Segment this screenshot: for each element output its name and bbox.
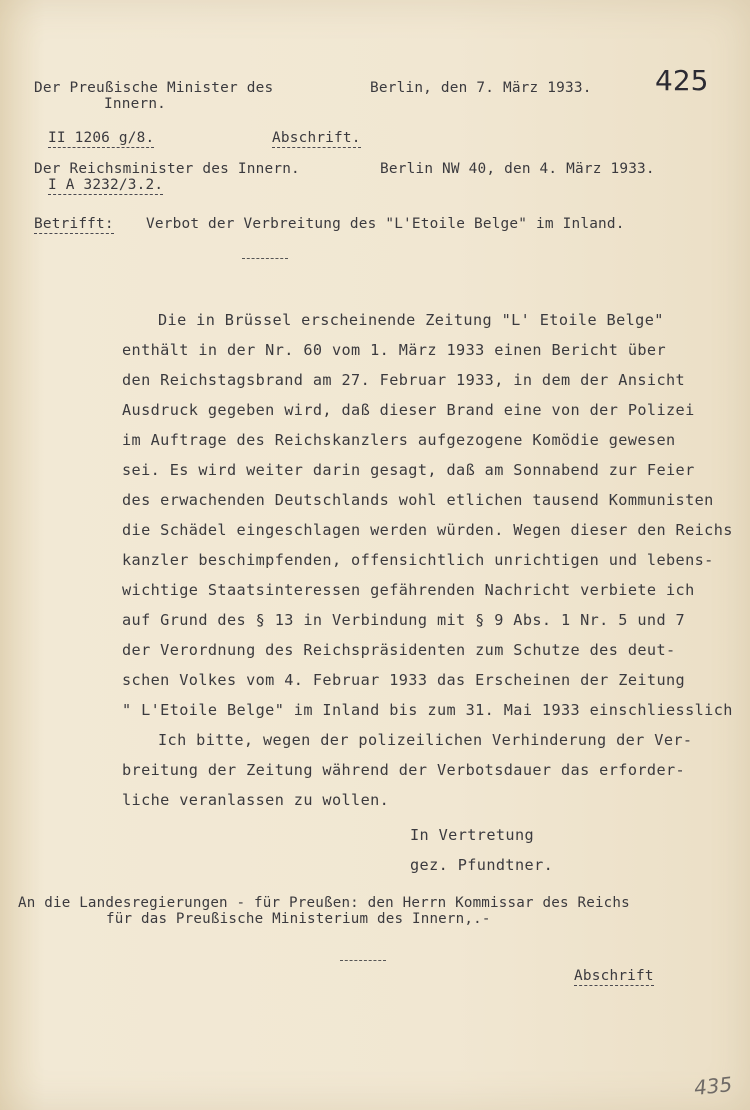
separator-rule xyxy=(242,258,288,259)
body-line: den Reichstagsbrand am 27. Februar 1933, in dem der Ansicht xyxy=(122,371,686,389)
body-line: der Verordnung des Reichspräsidenten zum Schutze des deut- xyxy=(122,641,676,659)
body-line: liche veranlassen zu wollen. xyxy=(122,791,390,809)
header-authority-line1: Der Preußische Minister des xyxy=(34,80,274,96)
subject-text: Verbot der Verbreitung des "L'Etoile Belge" im Inland. xyxy=(146,216,625,232)
body-line: Ich bitte, wegen der polizeilichen Verhinderung der Ver- xyxy=(158,731,693,749)
body-line: " L'Etoile Belge" im Inland bis zum 31. Mai 1933 einschliesslich xyxy=(122,701,733,719)
sender-reference: I A 3232/3.2. xyxy=(48,177,164,193)
body-line: sei. Es wird weiter darin gesagt, daß am Sonnabend zur Feier xyxy=(122,461,695,479)
closing-in-vertretung: In Vertretung xyxy=(410,826,535,844)
body-line: auf Grund des § 13 in Verbindung mit § 9 Abs. 1 Nr. 5 und 7 xyxy=(122,611,686,629)
footer-copy-label: Abschrift xyxy=(574,968,654,984)
pencil-page-number: 435 xyxy=(692,1072,734,1100)
body-line: die Schädel eingeschlagen werden würden. Wegen dieser den Reichs xyxy=(122,521,733,539)
sender-line: Der Reichsminister des Innern. xyxy=(34,161,300,177)
body-line: kanzler beschimpfenden, offensichtlich unrichtigen und lebens- xyxy=(122,551,714,569)
body-line: des erwachenden Deutschlands wohl etlichen tausend Kommunisten xyxy=(122,491,714,509)
separator-rule xyxy=(340,960,386,961)
body-line: Ausdruck gegeben wird, daß dieser Brand eine von der Polizei xyxy=(122,401,695,419)
body-line: im Auftrage des Reichskanzlers aufgezogene Komödie gewesen xyxy=(122,431,676,449)
page-number: 425 xyxy=(655,64,709,97)
recipient-line1: An die Landesregierungen - für Preußen: den Herrn Kommissar des Reichs xyxy=(18,895,630,911)
header-authority-line2: Innern. xyxy=(104,96,167,112)
header-place-date: Berlin, den 7. März 1933. xyxy=(370,80,592,96)
body-line: enthält in der Nr. 60 vom 1. März 1933 einen Bericht über xyxy=(122,341,666,359)
sender-place-date: Berlin NW 40, den 4. März 1933. xyxy=(380,161,655,177)
body-line: Die in Brüssel erscheinende Zeitung "L' Etoile Belge" xyxy=(158,311,664,329)
body-line: breitung der Zeitung während der Verbotsdauer das erforder- xyxy=(122,761,686,779)
file-reference: II 1206 g/8. xyxy=(48,130,155,146)
body-line: wichtige Staatsinteressen gefährenden Nachricht verbiete ich xyxy=(122,581,695,599)
body-line: schen Volkes vom 4. Februar 1933 das Erscheinen der Zeitung xyxy=(122,671,686,689)
subject-label: Betrifft: xyxy=(34,216,114,232)
copy-label: Abschrift. xyxy=(272,130,361,146)
closing-signature: gez. Pfundtner. xyxy=(410,856,554,874)
recipient-line2: für das Preußische Ministerium des Innern,.- xyxy=(106,911,491,927)
